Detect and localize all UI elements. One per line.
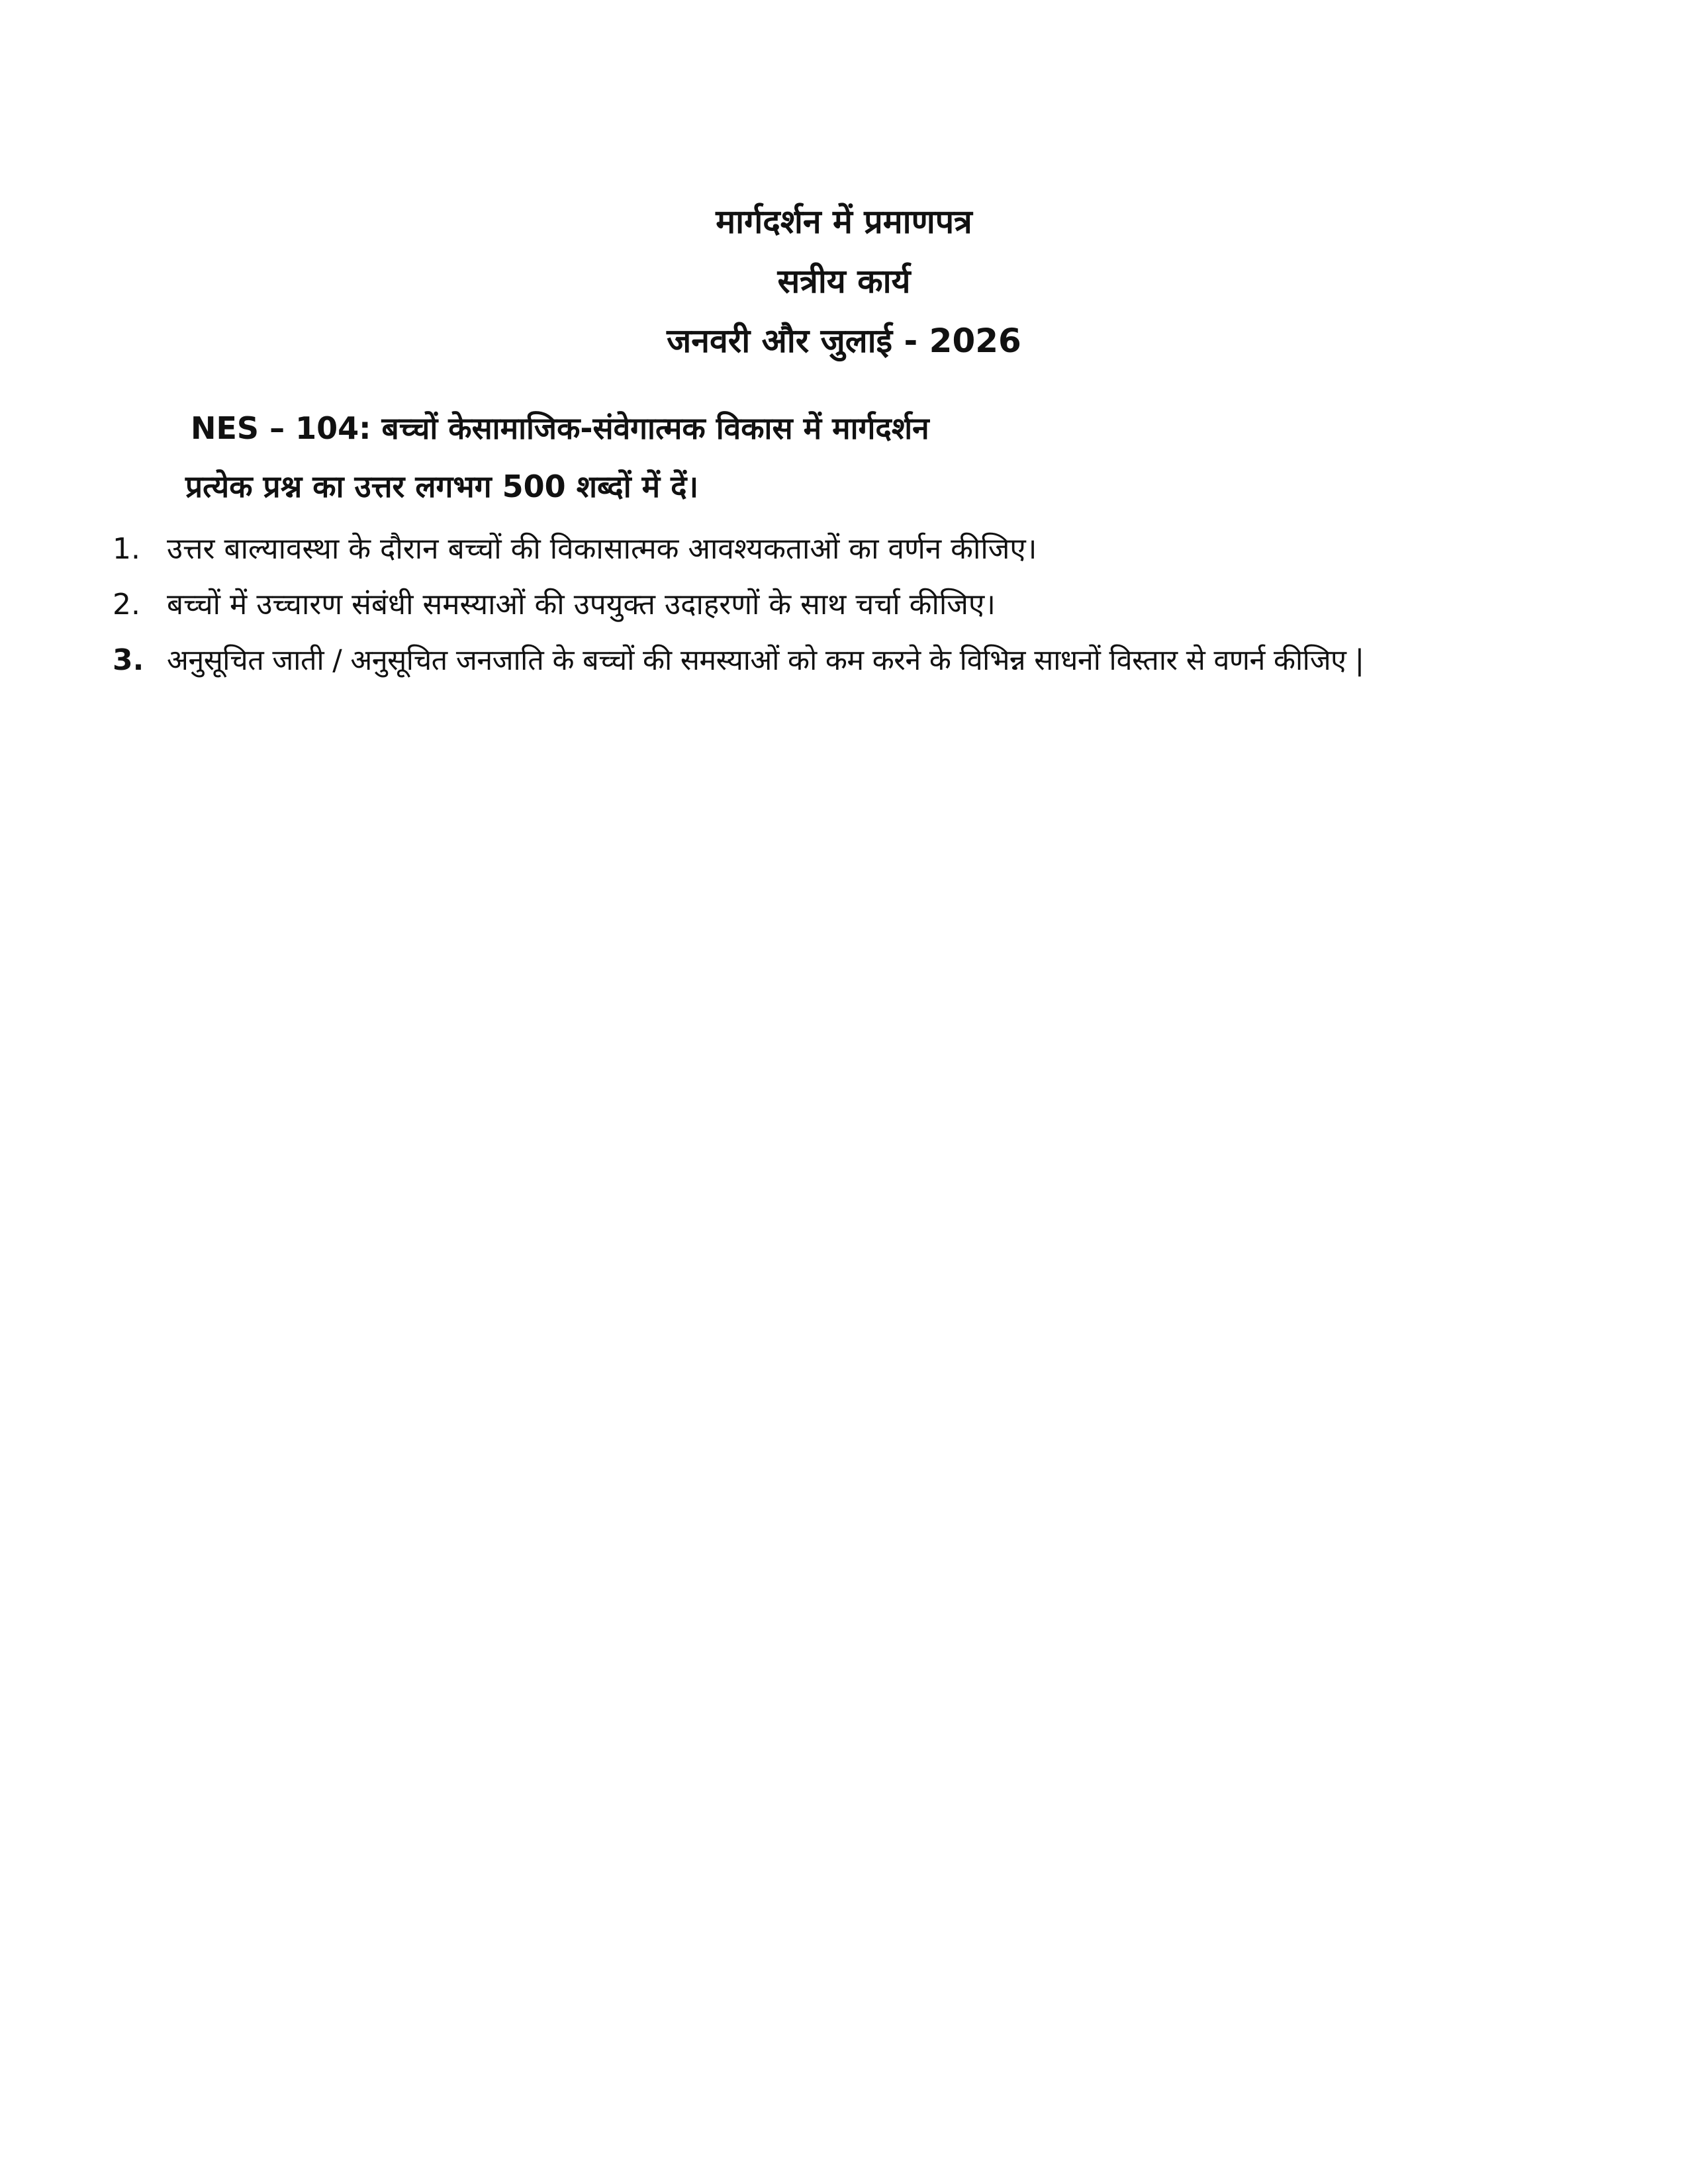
question-number: 3. <box>113 643 144 677</box>
course-title: NES – 104: बच्चों केसामाजिक-संवेगात्मक विकास में मार्गदर्शन <box>191 410 929 446</box>
question-item <box>113 577 1609 633</box>
question-item <box>113 522 1609 577</box>
question-text: बच्चों में उच्चारण संबंधी समस्याओं की उपयुक्त उदाहरणों के साथ चर्चा कीजिए। <box>167 588 996 621</box>
assignment-title: सत्रीय कार्य <box>777 262 911 300</box>
question-text: अनुसूचित जाती / अनुसूचित जनजाति के बच्चों की समस्याओं को कम करने के विभिन्न साधनों विस्तार से वणर्न कीजिए | <box>167 644 1364 677</box>
question-number: 1. <box>113 532 140 566</box>
question-text: उत्तर बाल्यावस्था के दौरान बच्चों की विकासात्मक आवश्यकताओं का वर्णन कीजिए। <box>167 532 1037 566</box>
question-number: 2. <box>113 588 140 621</box>
instruction-text: प्रत्येक प्रश्न का उत्तर लगभग 500 शब्दों में दें। <box>185 469 699 504</box>
question-item <box>113 633 1609 688</box>
session-title: जनवरी और जुलाई - 2026 <box>667 322 1021 360</box>
document-header <box>0 192 1688 371</box>
question-list <box>113 522 1609 688</box>
programme-title: मार्गदर्शन में प्रमाणपत्र <box>716 203 972 241</box>
